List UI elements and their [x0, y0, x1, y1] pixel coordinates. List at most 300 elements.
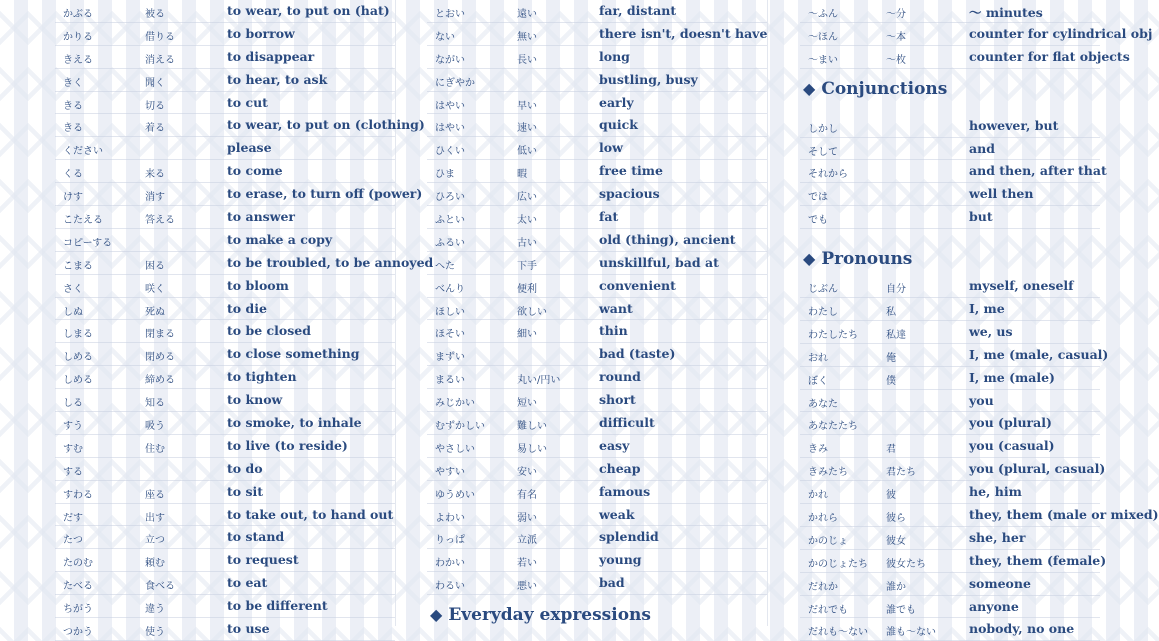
vocab-row	[800, 206, 1100, 229]
vocab-row	[55, 526, 395, 549]
vocab-row	[800, 573, 1100, 596]
vocab-row	[55, 137, 395, 160]
kana-reading: しまる	[63, 329, 93, 341]
kanji-form: 古い	[517, 237, 537, 249]
vocab-row	[427, 412, 767, 435]
kana-reading: かれ	[808, 490, 828, 502]
english-meaning: I, me	[969, 301, 1005, 317]
vocab-row	[800, 435, 1100, 458]
english-meaning: 〜 minutes	[969, 5, 1043, 20]
kana-reading: にぎやか	[435, 77, 475, 89]
kana-reading: たべる	[63, 581, 93, 593]
kana-reading: それから	[808, 169, 848, 181]
kanji-form: 誰も〜ない	[886, 627, 936, 639]
kana-reading: ふるい	[435, 237, 465, 249]
kana-reading: こまる	[63, 260, 93, 272]
english-meaning: myself, oneself	[969, 278, 1074, 294]
english-meaning: to be troubled, to be annoyed	[227, 254, 434, 270]
vocab-row	[427, 160, 767, 183]
vocab-row	[427, 389, 767, 412]
kanji-form: 答える	[145, 215, 175, 227]
english-meaning: they, them (male or mixed)	[969, 507, 1159, 523]
vocab-row	[55, 275, 395, 298]
english-meaning: early	[599, 94, 634, 110]
english-meaning: to eat	[227, 575, 268, 591]
kanji-form: 知る	[145, 398, 165, 410]
vocab-row	[55, 46, 395, 69]
kanji-form: 〜分	[886, 9, 906, 20]
kana-reading: たのむ	[63, 558, 93, 570]
kanji-form: 吸う	[145, 421, 165, 433]
kanji-form: 速い	[517, 123, 537, 135]
english-meaning: old (thing), ancient	[599, 231, 736, 247]
vocab-row	[55, 618, 395, 641]
kana-reading: ほしい	[435, 306, 465, 318]
vocab-column-2	[427, 0, 767, 641]
english-meaning: they, them (female)	[969, 552, 1107, 568]
vocab-row	[55, 343, 395, 366]
kanji-form: 遠い	[517, 9, 537, 20]
english-meaning: he, him	[969, 484, 1022, 500]
english-meaning: to use	[227, 621, 270, 637]
kanji-form: 誰でも	[886, 604, 916, 616]
english-meaning: young	[599, 552, 642, 568]
english-meaning: to die	[227, 300, 267, 316]
kana-reading: ながい	[435, 54, 465, 66]
kanji-form: 誰か	[886, 581, 906, 593]
kana-reading: すわる	[63, 489, 93, 501]
kanji-form: 僕	[886, 375, 896, 387]
kanji-form: 無い	[517, 31, 537, 43]
kana-reading: じぶん	[808, 284, 838, 296]
kana-reading: かのじょ	[808, 535, 848, 547]
kanji-form: 被る	[145, 9, 165, 20]
section-conjunctions	[800, 69, 1100, 115]
kanji-form: 丸い/円い	[517, 375, 561, 387]
english-meaning: to smoke, to inhale	[227, 415, 362, 431]
diamond-icon: ◆	[803, 78, 816, 98]
kana-reading: しる	[63, 398, 83, 410]
kanji-form: 消す	[145, 192, 165, 204]
english-meaning: far, distant	[599, 3, 677, 18]
vocab-row	[55, 160, 395, 183]
kana-reading: かぶる	[63, 9, 93, 20]
diamond-icon: ◆	[430, 605, 443, 625]
section-title-text: Conjunctions	[821, 78, 948, 99]
english-meaning: to take out, to hand out	[227, 506, 394, 522]
english-meaning: to sit	[227, 483, 264, 499]
kanji-form: 君	[886, 444, 896, 456]
english-meaning: and	[969, 140, 995, 156]
vocab-row	[800, 298, 1100, 321]
kana-reading: おれ	[808, 352, 828, 364]
vocab-row	[427, 92, 767, 115]
kanji-form: 立つ	[145, 535, 165, 547]
kana-reading: する	[63, 466, 83, 478]
kana-reading: しめる	[63, 375, 93, 387]
english-meaning: weak	[599, 506, 635, 522]
kana-reading: だす	[63, 512, 83, 524]
kanji-form: 自分	[886, 284, 906, 296]
vocab-row	[427, 343, 767, 366]
vocab-row	[427, 504, 767, 527]
kana-reading: ぼく	[808, 375, 828, 387]
vocab-row	[800, 275, 1100, 298]
english-meaning: to borrow	[227, 25, 295, 41]
kanji-form: 食べる	[145, 581, 175, 593]
kanji-form: 易しい	[517, 443, 547, 455]
vocab-row	[55, 183, 423, 206]
vocab-row	[427, 549, 767, 572]
english-meaning: round	[599, 369, 641, 385]
english-meaning: you	[969, 392, 994, 408]
kana-reading: 〜ふん	[808, 9, 838, 20]
kana-reading: ください	[63, 146, 103, 158]
vocab-row	[427, 435, 767, 458]
vocab-row	[55, 298, 395, 321]
vocab-row	[55, 0, 395, 23]
kanji-form: 借りる	[145, 31, 175, 43]
section-everyday-expressions	[427, 595, 767, 641]
vocab-row	[800, 412, 1100, 435]
english-meaning: spacious	[599, 186, 660, 202]
kanji-form: 君たち	[886, 467, 916, 479]
english-meaning: you (plural)	[969, 415, 1052, 431]
english-meaning: to cut	[227, 94, 268, 110]
kanji-form: 彼女たち	[886, 558, 926, 570]
english-meaning: free time	[599, 163, 663, 179]
kana-reading: すう	[63, 421, 83, 433]
kana-reading: わかい	[435, 558, 465, 570]
english-meaning: however, but	[969, 117, 1059, 133]
english-meaning: and then, after that	[969, 163, 1107, 179]
english-meaning: low	[599, 140, 623, 156]
kana-reading: ひくい	[435, 146, 465, 158]
kanji-form: 座る	[145, 489, 165, 501]
kanji-form: 暇	[517, 169, 527, 181]
kana-reading: はやい	[435, 123, 465, 135]
vocab-row	[427, 320, 767, 343]
kana-reading: けす	[63, 192, 83, 204]
vocab-row	[55, 389, 395, 412]
vocab-row	[55, 206, 395, 229]
english-meaning: long	[599, 48, 630, 64]
vocab-column-3	[800, 0, 1159, 641]
vocab-row	[427, 252, 767, 275]
english-meaning: to know	[227, 392, 283, 408]
vocab-row	[427, 526, 767, 549]
english-meaning: we, us	[969, 323, 1013, 339]
kana-reading: きみ	[808, 444, 828, 456]
english-meaning: famous	[599, 483, 651, 499]
vocab-row	[427, 458, 767, 481]
vocab-row	[55, 435, 395, 458]
vocab-row	[427, 229, 767, 252]
kana-reading: だれでも	[808, 604, 848, 616]
english-meaning: to request	[227, 552, 299, 568]
section-title-text: Pronouns	[821, 249, 913, 270]
english-meaning: to come	[227, 163, 283, 179]
kana-reading: あなたたち	[808, 421, 858, 433]
english-meaning: bad (taste)	[599, 346, 676, 362]
section-title	[803, 249, 912, 269]
vocab-row	[427, 23, 767, 46]
kana-reading: しかし	[808, 123, 838, 135]
kana-reading: ちがう	[63, 604, 93, 616]
kanji-form: 低い	[517, 146, 537, 158]
vocab-row	[427, 46, 767, 69]
vocab-row	[427, 298, 767, 321]
english-meaning: you (plural, casual)	[969, 461, 1106, 477]
english-meaning: splendid	[599, 529, 659, 545]
kana-reading: べんり	[435, 283, 465, 295]
english-meaning: someone	[969, 575, 1031, 591]
vocab-row	[800, 23, 1153, 46]
vocab-row	[55, 92, 395, 115]
kanji-form: 便利	[517, 283, 537, 295]
kanji-form: 若い	[517, 558, 537, 570]
kanji-form: 長い	[517, 54, 537, 66]
kana-reading: あなた	[808, 398, 838, 410]
vocab-row	[800, 46, 1130, 69]
vocab-row	[55, 69, 395, 92]
kanji-form: 短い	[517, 398, 537, 410]
vocab-row	[800, 550, 1107, 573]
vocab-row	[427, 206, 767, 229]
kanji-form: 俺	[886, 352, 896, 364]
kana-reading: たつ	[63, 535, 83, 547]
english-meaning: unskillful, bad at	[599, 254, 719, 270]
english-meaning: quick	[599, 117, 638, 133]
vocab-row	[55, 595, 395, 618]
kanji-form: 下手	[517, 260, 537, 272]
vocab-row	[800, 321, 1100, 344]
kanji-form: 彼女	[886, 535, 906, 547]
english-meaning: well then	[969, 186, 1034, 202]
kanji-form: 〜枚	[886, 54, 906, 66]
kanji-form: 閉まる	[145, 329, 175, 341]
kana-reading: かれら	[808, 513, 838, 525]
kanji-form: 弱い	[517, 512, 537, 524]
vocab-row	[800, 138, 1100, 161]
kana-reading: きえる	[63, 54, 93, 66]
kana-reading: さく	[63, 283, 83, 295]
vocab-row	[800, 596, 1100, 619]
kana-reading: くる	[63, 169, 83, 181]
kanji-form: 頼む	[145, 558, 165, 570]
kanji-form: 立派	[517, 535, 537, 547]
english-meaning: to erase, to turn off (power)	[227, 186, 423, 202]
vocab-row	[427, 0, 767, 23]
kana-reading: ふとい	[435, 215, 465, 227]
kanji-form: 太い	[517, 215, 537, 227]
kanji-form: 有名	[517, 489, 537, 501]
vocab-row	[55, 412, 395, 435]
vocab-row	[427, 69, 767, 92]
kanji-form: 彼ら	[886, 513, 906, 525]
section-title	[803, 79, 947, 99]
kanji-form: 住む	[145, 443, 165, 455]
kana-reading: むずかしい	[435, 421, 485, 433]
english-meaning: you (casual)	[969, 438, 1055, 454]
kana-reading: みじかい	[435, 398, 475, 410]
kana-reading: つかう	[63, 627, 93, 639]
kanji-form: 違う	[145, 604, 165, 616]
english-meaning: fat	[599, 209, 619, 225]
kana-reading: わたし	[808, 307, 838, 319]
kanji-form: 着る	[145, 123, 165, 135]
english-meaning: counter for cylindrical obj	[969, 25, 1153, 41]
english-meaning: to stand	[227, 529, 285, 545]
kana-reading: きみたち	[808, 467, 848, 479]
kana-reading: かりる	[63, 31, 93, 43]
english-meaning: to answer	[227, 209, 295, 225]
kana-reading: りっぱ	[435, 535, 465, 547]
vocab-row	[55, 481, 395, 504]
kana-reading: よわい	[435, 512, 465, 524]
english-meaning: to disappear	[227, 48, 315, 64]
kanji-form: 広い	[517, 192, 537, 204]
kana-reading: きる	[63, 123, 83, 135]
kana-reading: まるい	[435, 375, 465, 387]
kanji-form: 閉める	[145, 352, 175, 364]
english-meaning: cheap	[599, 460, 641, 476]
kanji-form: 〜本	[886, 31, 906, 43]
kanji-form: 彼	[886, 490, 896, 502]
english-meaning: to wear, to put on (hat)	[227, 3, 390, 18]
kana-reading: 〜まい	[808, 54, 838, 66]
kana-reading: わたしたち	[808, 329, 858, 341]
kana-reading: はやい	[435, 100, 465, 112]
kanji-form: 早い	[517, 100, 537, 112]
vocab-row	[427, 366, 767, 389]
kana-reading: きる	[63, 100, 83, 112]
english-meaning: to be different	[227, 598, 328, 614]
vocab-column-1	[55, 0, 434, 641]
english-meaning: to hear, to ask	[227, 71, 328, 87]
english-meaning: convenient	[599, 277, 676, 293]
kana-reading: しぬ	[63, 306, 83, 318]
english-meaning: to make a copy	[227, 231, 333, 247]
diamond-icon: ◆	[803, 249, 816, 269]
vocab-row	[800, 115, 1100, 138]
kana-reading: コピーする	[63, 237, 113, 249]
kanji-form: 来る	[145, 169, 165, 181]
english-meaning: want	[599, 300, 633, 316]
kanji-form: 私	[886, 307, 896, 319]
kanji-form: 聞く	[145, 77, 165, 89]
vocab-row	[427, 275, 767, 298]
kana-reading: ゆうめい	[435, 489, 475, 501]
vocab-row	[800, 458, 1106, 481]
english-meaning: she, her	[969, 529, 1026, 545]
kanji-form: 出す	[145, 512, 165, 524]
english-meaning: to live (to reside)	[227, 437, 348, 453]
english-meaning: bustling, busy	[599, 71, 698, 87]
english-meaning: short	[599, 392, 636, 408]
kana-reading: へた	[435, 260, 455, 272]
english-meaning: counter for flat objects	[969, 48, 1130, 64]
vocab-row	[55, 114, 425, 137]
section-pronouns	[800, 229, 1100, 275]
english-meaning: thin	[599, 323, 628, 339]
english-meaning: I, me (male, casual)	[969, 346, 1109, 362]
kanji-form: 細い	[517, 329, 537, 341]
kanji-form: 咲く	[145, 283, 165, 295]
vocab-row	[800, 618, 1100, 641]
kana-reading: とおい	[435, 9, 465, 20]
kana-reading: わるい	[435, 581, 465, 593]
vocab-row	[800, 183, 1100, 206]
kana-reading: やさしい	[435, 443, 475, 455]
kana-reading: だれも〜ない	[808, 627, 868, 639]
english-meaning: difficult	[599, 415, 655, 431]
kanji-form: 安い	[517, 466, 537, 478]
kanji-form: 悪い	[517, 581, 537, 593]
english-meaning: to be closed	[227, 323, 311, 339]
vocab-row	[427, 114, 767, 137]
kana-reading: ない	[435, 31, 455, 43]
kana-reading: まずい	[435, 352, 465, 364]
vocab-row	[55, 504, 395, 527]
kana-reading: そして	[808, 146, 838, 158]
kana-reading: では	[808, 192, 828, 204]
vocab-row	[55, 458, 395, 481]
kana-reading: 〜ほん	[808, 31, 838, 43]
english-meaning: to wear, to put on (clothing)	[227, 117, 425, 133]
kanji-form: 困る	[145, 260, 165, 272]
english-meaning: but	[969, 209, 993, 225]
vocab-row	[55, 23, 395, 46]
section-title-text: Everyday expressions	[448, 605, 651, 626]
kanji-form: 使う	[145, 627, 165, 639]
vocab-row	[55, 366, 395, 389]
english-meaning: to close something	[227, 346, 360, 362]
english-meaning: bad	[599, 575, 625, 591]
english-meaning: anyone	[969, 598, 1019, 614]
english-meaning: easy	[599, 437, 630, 453]
vocab-row	[800, 0, 1100, 23]
kanji-form: 死ぬ	[145, 306, 165, 318]
vocab-row	[800, 344, 1109, 367]
vocab-row	[427, 481, 767, 504]
kana-reading: ひま	[435, 169, 455, 181]
english-meaning: to bloom	[227, 277, 289, 293]
kanji-form: 欲しい	[517, 306, 547, 318]
vocab-row	[800, 527, 1100, 550]
kanji-form: 締める	[145, 375, 175, 387]
vocab-row	[800, 504, 1159, 527]
kana-reading: だれか	[808, 581, 838, 593]
kana-reading: すむ	[63, 443, 83, 455]
section-title	[430, 605, 651, 625]
vocab-row	[55, 229, 395, 252]
vocab-row	[55, 252, 434, 275]
english-meaning: nobody, no one	[969, 621, 1075, 637]
english-meaning: there isn't, doesn't have	[599, 25, 768, 41]
kana-reading: やすい	[435, 466, 465, 478]
kanji-form: 消える	[145, 54, 175, 66]
kana-reading: きく	[63, 77, 83, 89]
kana-reading: でも	[808, 215, 828, 227]
vocab-row	[800, 390, 1100, 413]
vocab-row	[55, 549, 395, 572]
vocab-row	[800, 367, 1100, 390]
vocab-row	[800, 481, 1100, 504]
kana-reading: しめる	[63, 352, 93, 364]
english-meaning: to tighten	[227, 369, 297, 385]
vocab-row	[427, 137, 767, 160]
